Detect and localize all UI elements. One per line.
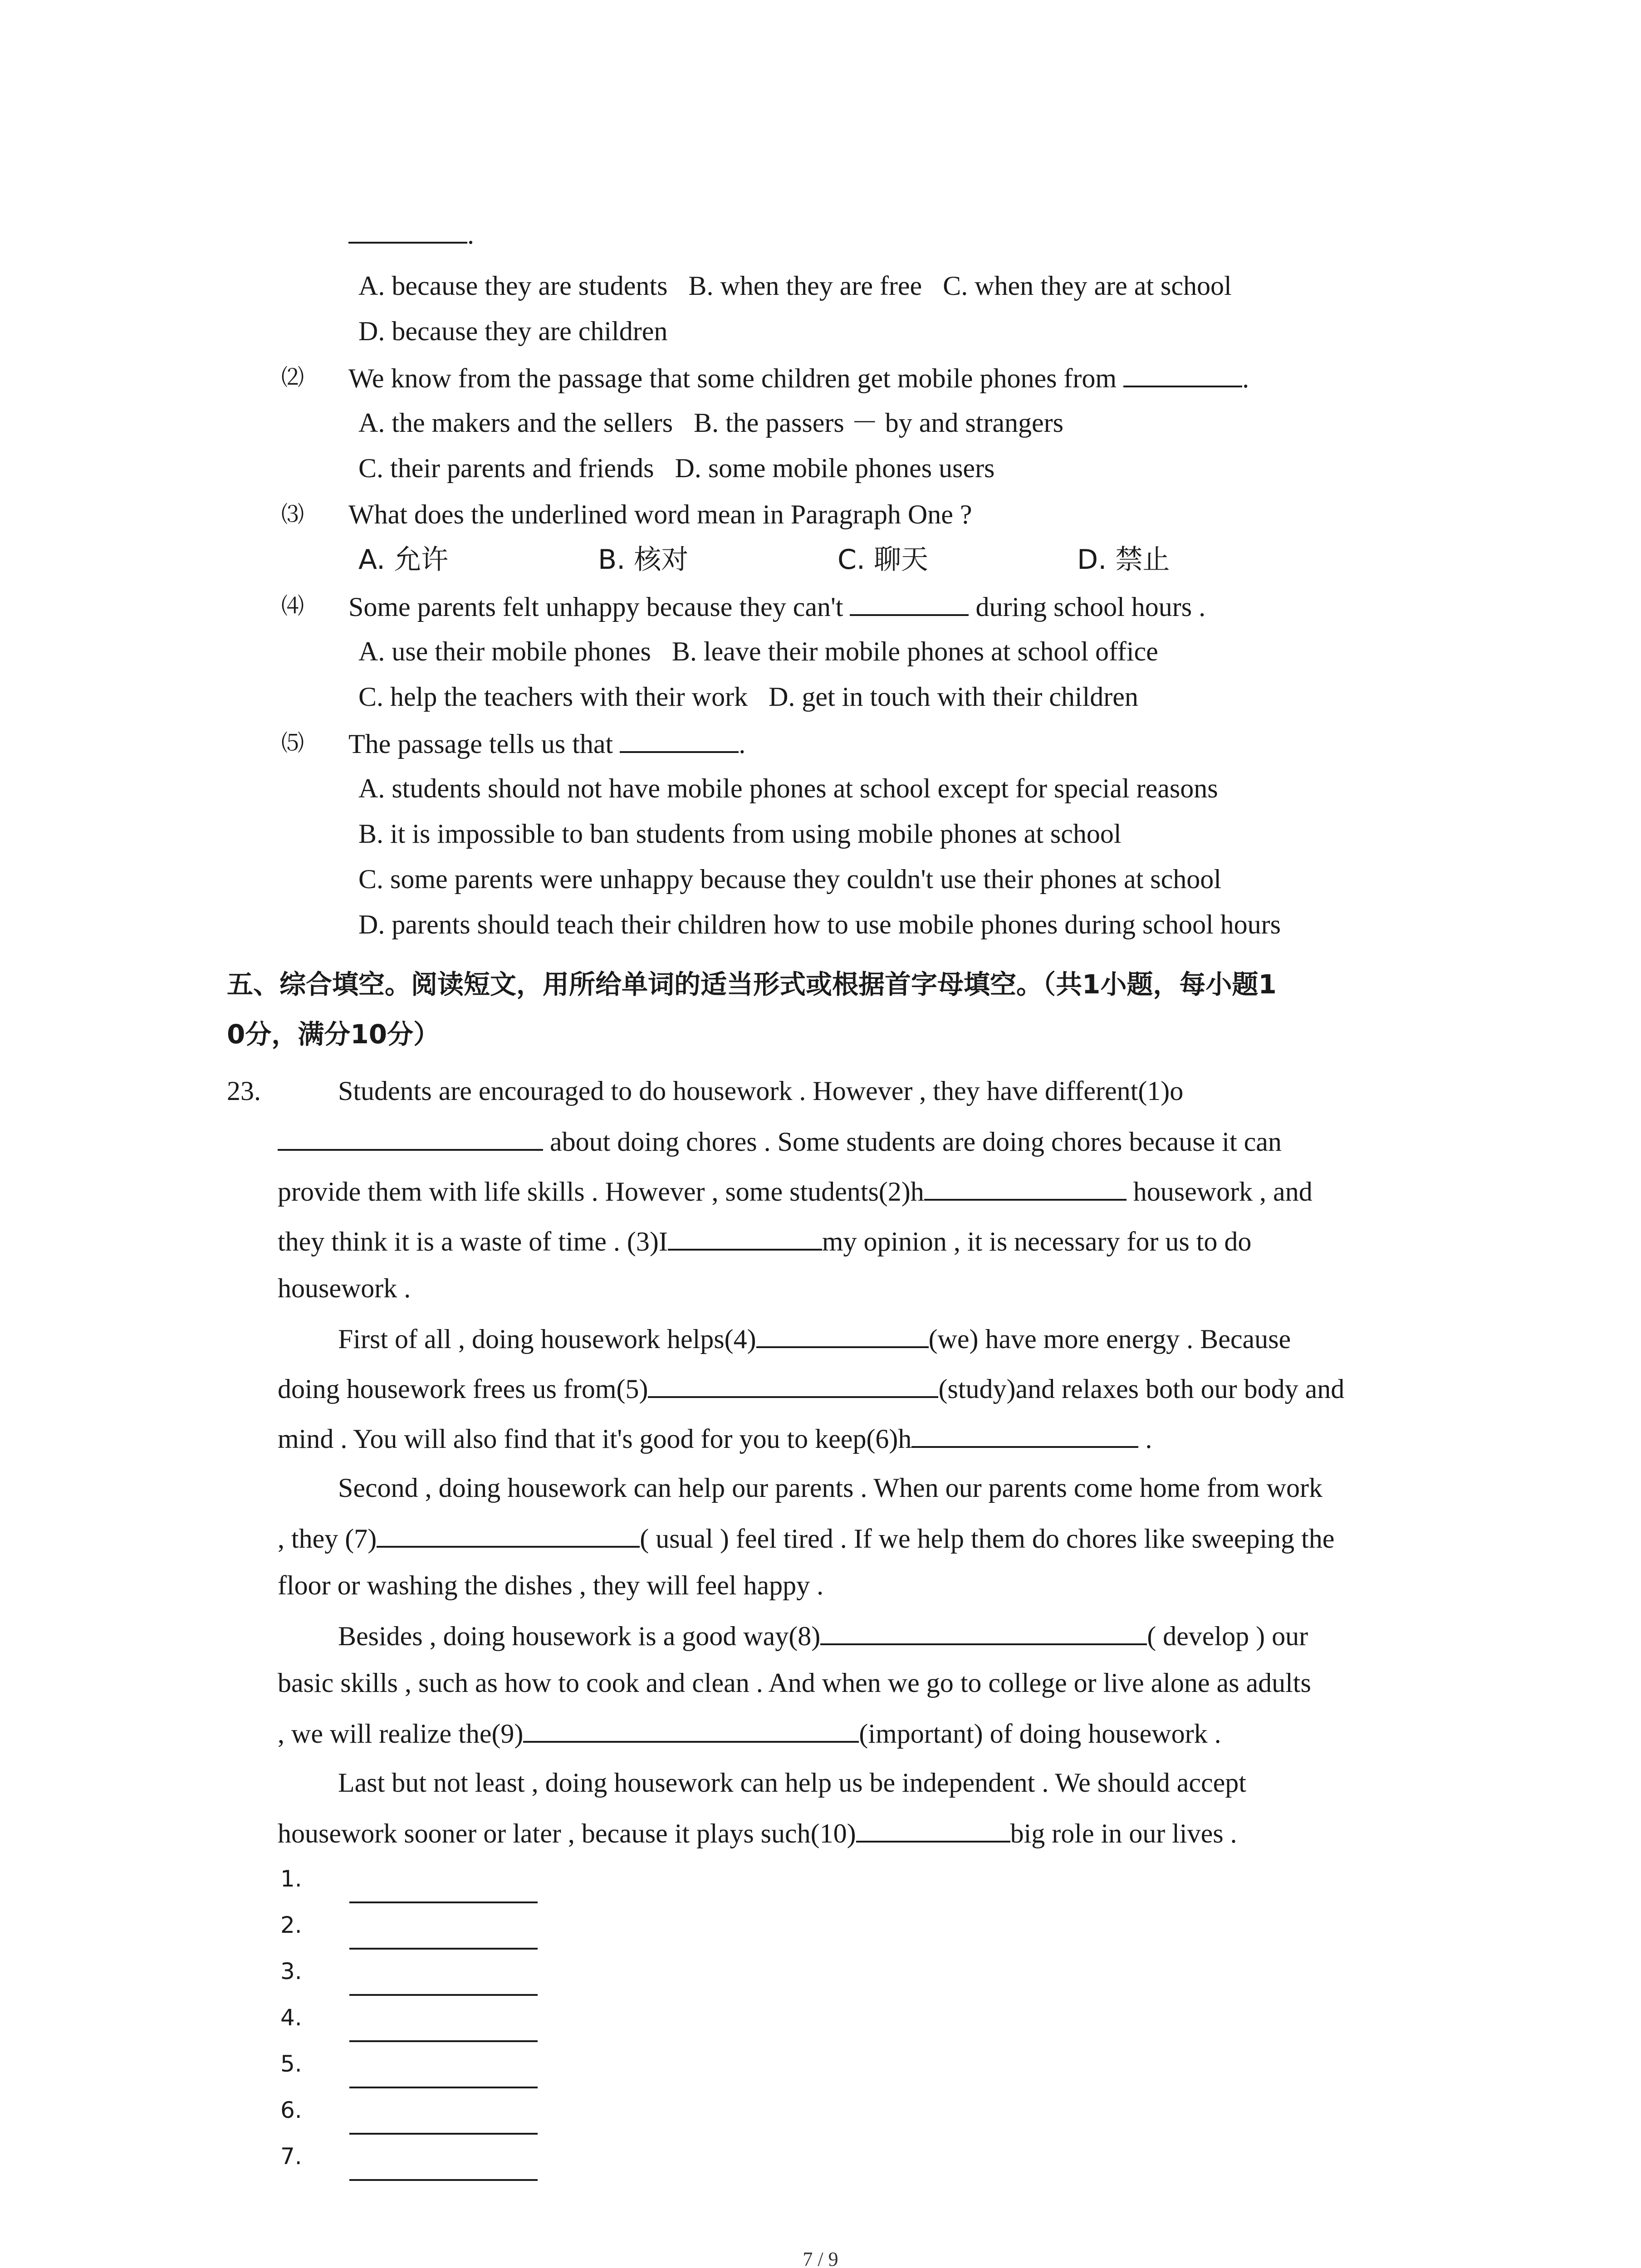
q4-options-row2 [358, 679, 1138, 715]
q3-option-b: B. 核对 [598, 544, 689, 576]
q1-option-a: A. because they are students [358, 271, 668, 301]
answer-number: 5. [280, 2051, 302, 2077]
q4-option-c: C. help the teachers with their work [358, 682, 748, 712]
answer-blank[interactable] [349, 2133, 538, 2135]
answer-blank[interactable] [349, 1901, 538, 1903]
q23-p1-line3: provide them with life skills . However , some students(2)h housework , and [278, 1173, 1313, 1210]
q23-p4-line3: , we will realize the(9) (important) of doing housework . [278, 1715, 1221, 1752]
answer-number: 3. [280, 1958, 302, 1984]
q5-option-d: D. parents should teach their children how to use mobile phones during school hours [358, 909, 1281, 939]
q23-p2-line3: mind . You will also find that it's good for you to keep(6)h . [278, 1420, 1152, 1457]
section-heading-line1: 五、综合填空。阅读短文，用所给单词的适当形式或根据首字母填空。（共1小题，每小题1 [227, 969, 1277, 1000]
answer-blank[interactable] [349, 1994, 538, 1996]
answer-number: 6. [280, 2097, 302, 2123]
q2-option-b: B. the passers － by and strangers [694, 408, 1063, 438]
q4-option-b: B. leave their mobile phones at school office [671, 636, 1158, 666]
q3-stem: What does the underlined word mean in Paragraph One ? [348, 499, 972, 529]
q23-p5-line1: Last but not least , doing housework can help us be independent . We should accept [338, 1768, 1246, 1798]
q23-number: 23. [227, 1076, 261, 1106]
q23-p1-line5: housework . [278, 1273, 411, 1303]
page-number: 7 / 9 [803, 2248, 838, 2268]
q5-option-a: A. students should not have mobile phones at school except for special reasons [358, 773, 1218, 803]
q1-option-d: D. because they are children [358, 316, 668, 346]
answer-blank[interactable] [349, 1948, 538, 1950]
answer-number: 1. [280, 1866, 302, 1892]
q4-option-d: D. get in touch with their children [769, 682, 1138, 712]
answer-blank[interactable] [349, 2087, 538, 2088]
q23-p3-line3: floor or washing the dishes , they will feel happy . [278, 1570, 824, 1600]
q3-number: ⑶ [281, 501, 304, 528]
q5-stem: The passage tells us that . [348, 725, 745, 762]
q4-stem: Some parents felt unhappy because they can't during school hours . [348, 588, 1205, 625]
q23-p1-line1: Students are encouraged to do housework . However , they have different(1)o [338, 1076, 1184, 1106]
q5-option-b: B. it is impossible to ban students from using mobile phones at school [358, 819, 1122, 849]
q2-options-row2 [358, 450, 994, 486]
answer-number: 2. [280, 1912, 302, 1938]
q2-stem: We know from the passage that some children get mobile phones from . [348, 359, 1249, 396]
q2-option-a: A. the makers and the sellers [358, 408, 673, 438]
answer-blank[interactable] [349, 2179, 538, 2181]
q1-stem-tail: . [348, 215, 474, 253]
answer-number: 4. [280, 2004, 302, 2031]
q4-options-row1 [358, 633, 1158, 670]
answer-blank[interactable] [349, 2040, 538, 2042]
q1-option-c: C. when they are at school [943, 271, 1232, 301]
q4-number: ⑷ [281, 593, 304, 619]
q23-p4-line1: Besides , doing housework is a good way(8) ( develop ) our [338, 1617, 1308, 1654]
q23-p3-line2: , they (7) ( usual ) feel tired . If we help them do chores like sweeping the [278, 1520, 1334, 1557]
q2-number: ⑵ [281, 364, 304, 391]
q2-option-c: C. their parents and friends [358, 453, 654, 483]
q1-option-b: B. when they are free [688, 271, 922, 301]
q3-option-d: D. 禁止 [1077, 544, 1170, 576]
section-heading-line2: 0分，满分10分） [227, 1019, 440, 1050]
q2-option-d: D. some mobile phones users [675, 453, 995, 483]
q5-option-c: C. some parents were unhappy because they couldn't use their phones at school [358, 864, 1221, 894]
q23-p5-line2: housework sooner or later , because it plays such(10) big role in our lives . [278, 1814, 1237, 1852]
answer-number: 7. [280, 2143, 302, 2170]
q23-p2-line2: doing housework frees us from(5) (study)and relaxes both our body and [278, 1370, 1344, 1407]
q23-p3-line1: Second , doing housework can help our parents . When our parents come home from work [338, 1473, 1323, 1503]
q2-options-row1 [358, 405, 1063, 441]
q23-p1-line4: they think it is a waste of time . (3)I my opinion , it is necessary for us to do [278, 1222, 1251, 1260]
q1-options-row1 [358, 268, 1232, 304]
q3-option-c: C. 聊天 [838, 544, 929, 576]
q23-p4-line2: basic skills , such as how to cook and clean . And when we go to college or live alone as adults [278, 1668, 1311, 1698]
q5-number: ⑸ [281, 730, 304, 756]
q3-option-a: A. 允许 [358, 544, 449, 576]
q23-p2-line1: First of all , doing housework helps(4) (we) have more energy . Because [338, 1320, 1291, 1357]
q4-option-a: A. use their mobile phones [358, 636, 651, 666]
q23-p1-line2: about doing chores . Some students are doing chores because it can [278, 1123, 1282, 1160]
